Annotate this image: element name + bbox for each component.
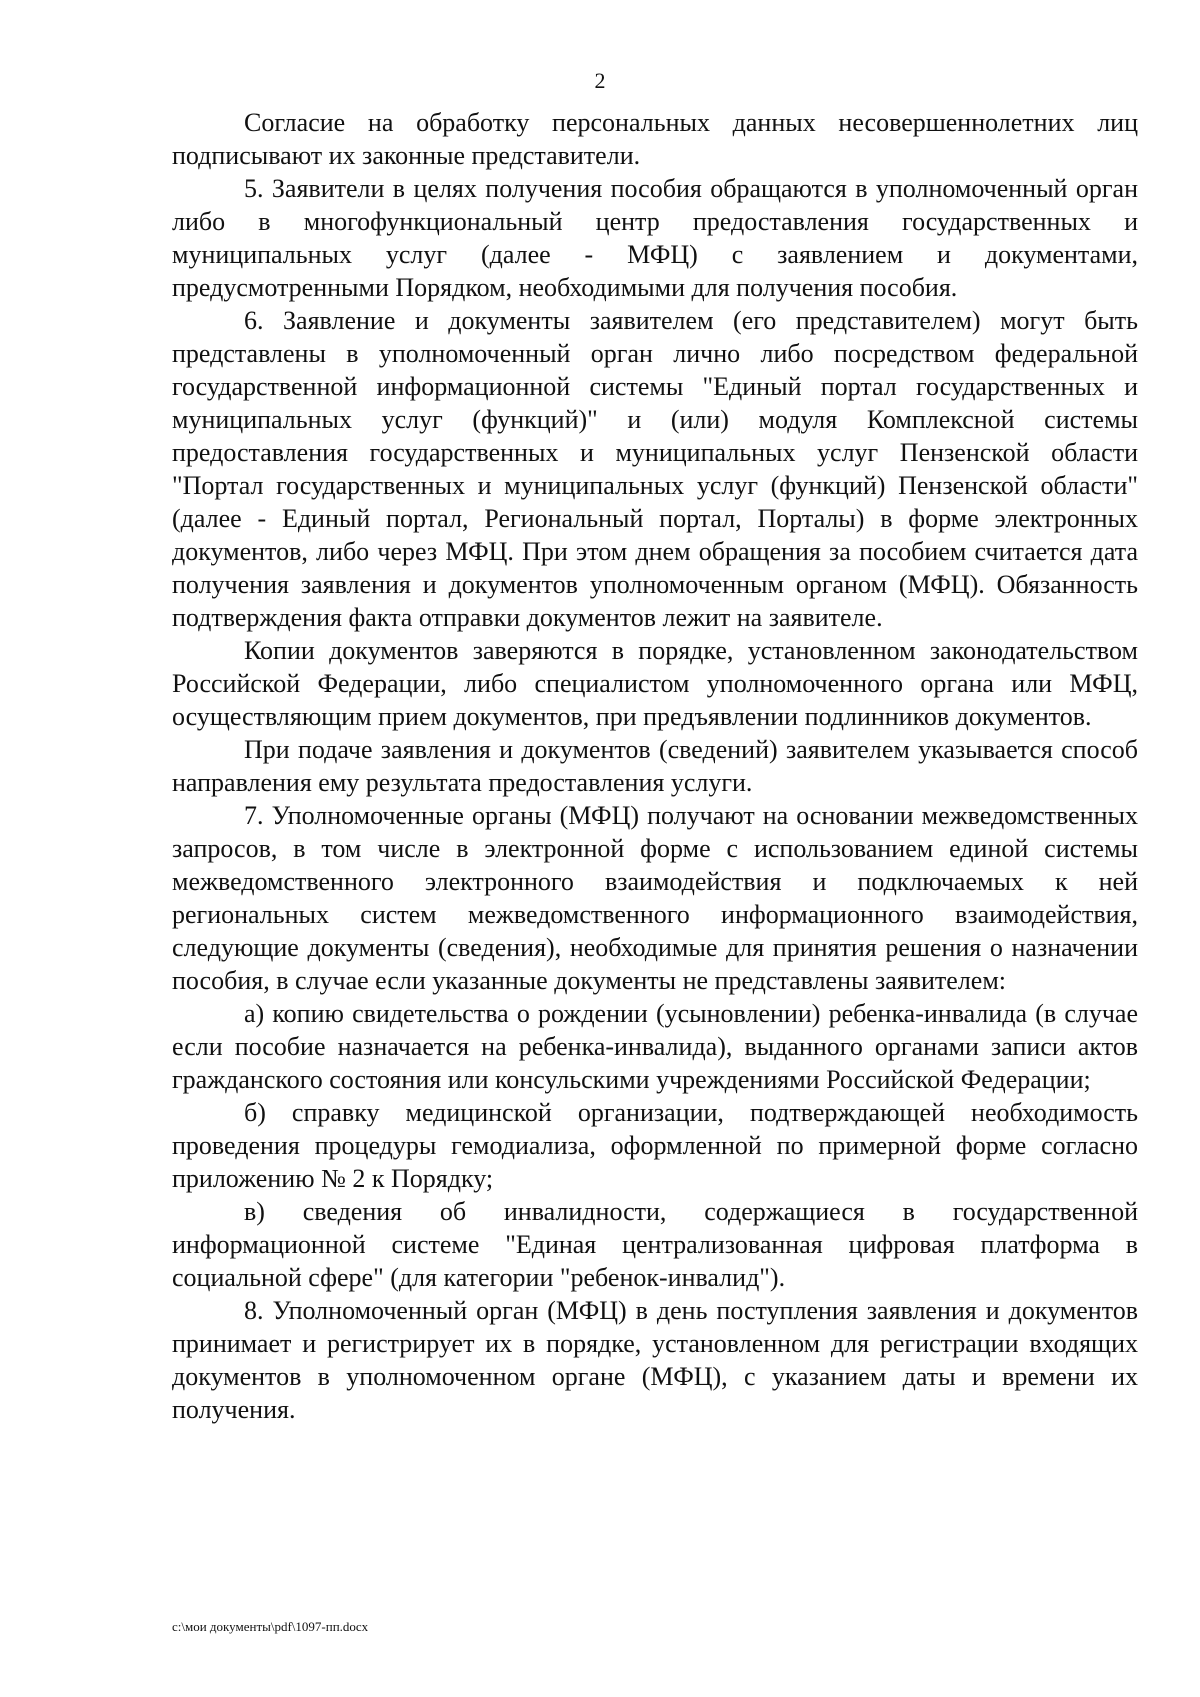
paragraph-item-7b: б) справку медицинской организации, подтверждающей необходимость проведения процедуры гемодиализа, оформленной по примерной форме согласно приложению № 2 к Порядку; [172, 1098, 1138, 1193]
paragraph-item-6: 6. Заявление и документы заявителем (его представителем) могут быть представлены в уполномоченный орган лично либо посредством федеральной государственной информационной системы "Единый портал государственных и муниципальных услуг (функций)" и (или) модуля Комплексной системы предоставления государственных и муниципальных услуг Пензенской области "Портал государственных и муниципальных услуг (функций) Пензенской области" (далее - Единый портал, Региональный портал, Порталы) в форме электронных документов, либо через МФЦ. При этом днем обращения за пособием считается дата получения заявления и документов уполномоченным органом (МФЦ). Обязанность подтверждения факта отправки документов лежит на заявителе. [172, 306, 1138, 632]
paragraph-result-method: При подаче заявления и документов (сведений) заявителем указывается способ направления ему результата предоставления услуги. [172, 735, 1138, 797]
paragraph-item-5: 5. Заявители в целях получения пособия обращаются в уполномоченный орган либо в многофункциональный центр предоставления государственных и муниципальных услуг (далее - МФЦ) с заявлением и документами, предусмотренными Порядком, необходимыми для получения пособия. [172, 174, 1138, 302]
paragraph-copies: Копии документов заверяются в порядке, установленном законодательством Российской Федерации, либо специалистом уполномоченного органа или МФЦ, осуществляющим прием документов, при предъявлении подлинников документов. [172, 636, 1138, 731]
page-number: 2 [594, 68, 606, 93]
paragraph-consent: Согласие на обработку персональных данных несовершеннолетних лиц подписывают их законные представители. [172, 108, 1138, 170]
paragraph-item-7: 7. Уполномоченные органы (МФЦ) получают на основании межведомственных запросов, в том числе в электронной форме с использованием единой системы межведомственного электронного взаимодействия и подключаемых к ней региональных систем межведомственного информационного взаимодействия, следующие документы (сведения), необходимые для принятия решения о назначении пособия, в случае если указанные документы не представлены заявителем: [172, 801, 1138, 995]
paragraph-item-8: 8. Уполномоченный орган (МФЦ) в день поступления заявления и документов принимает и регистрирует их в порядке, установленном для регистрации входящих документов в уполномоченном органе (МФЦ), с указанием даты и времени их получения. [172, 1296, 1138, 1424]
footer-file-path: c:\мои документы\pdf\1097-пп.docx [172, 1619, 369, 1634]
document-body [172, 106, 1138, 1426]
paragraph-item-7v: в) сведения об инвалидности, содержащиеся в государственной информационной системе "Единая централизованная цифровая платформа в социальной сфере" (для категории "ребенок-инвалид"). [172, 1197, 1138, 1292]
paragraph-item-7a: а) копию свидетельства о рождении (усыновлении) ребенка-инвалида (в случае если пособие назначается на ребенка-инвалида), выданного органами записи актов гражданского состояния или консульскими учреждениями Российской Федерации; [172, 999, 1138, 1094]
